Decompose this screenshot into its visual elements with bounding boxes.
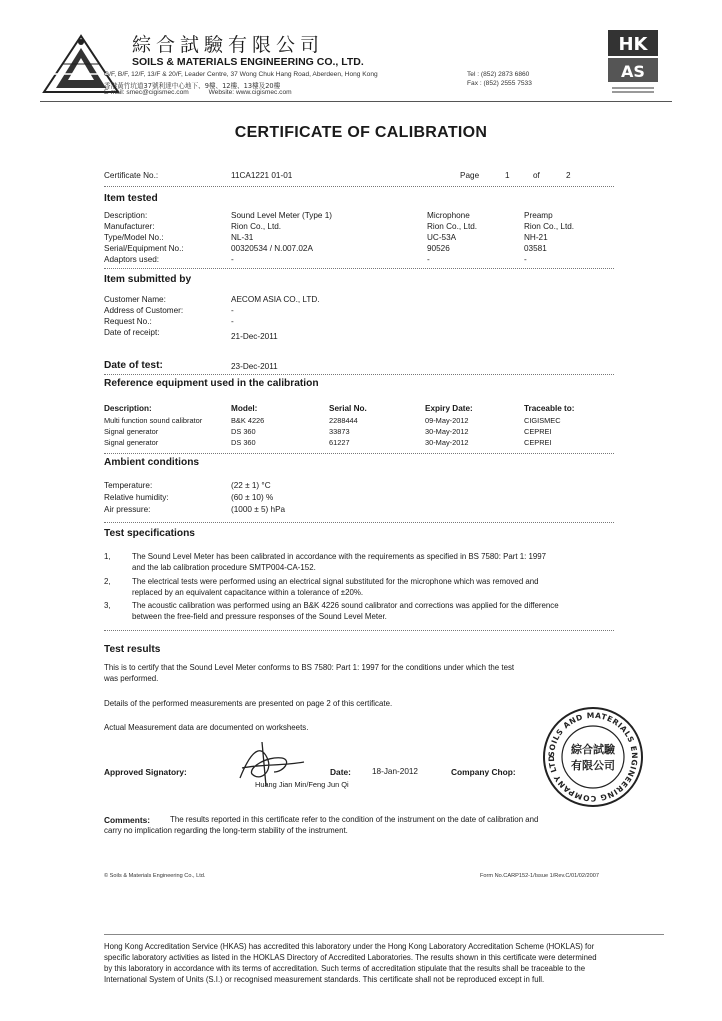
item-value: Sound Level Meter (Type 1) — [231, 211, 333, 220]
hkas-line: by this laboratory in accordance with its terms of accreditation. Such terms of accreditation stipulate that the results shall be traceable to the — [104, 964, 586, 973]
item-value: 00320534 / N.007.02A — [231, 244, 313, 253]
page-label: Page — [460, 171, 480, 180]
page-number: 1 — [505, 171, 510, 180]
ambient-label: Relative humidity: — [104, 493, 169, 502]
divider — [104, 453, 614, 454]
item-label: Type/Model No.: — [104, 233, 164, 242]
hkas-line: Hong Kong Accreditation Service (HKAS) has accredited this laboratory under the Hong Kong Laboratory Accreditation Scheme (HOKLAS) for — [104, 942, 595, 951]
ref-cell: 2288444 — [329, 416, 358, 425]
ref-cell: 61227 — [329, 438, 350, 447]
divider — [104, 268, 614, 269]
submitted-value: AECOM ASIA CO., LTD. — [231, 295, 320, 304]
ref-cell: 09-May-2012 — [425, 416, 469, 425]
ambient-value: (22 ± 1) °C — [231, 481, 271, 490]
signatory-name: Huang Jian Min/Feng Jun Qi — [255, 780, 349, 789]
ambient-value: (60 ± 10) % — [231, 493, 274, 502]
ref-cell: Signal generator — [104, 438, 159, 447]
ref-cell: 33873 — [329, 427, 350, 436]
item-value: Rion Co., Ltd. — [231, 222, 282, 231]
fax: Fax : (852) 2555 7533 — [467, 80, 532, 87]
approved-signatory-label: Approved Signatory: — [104, 767, 187, 777]
spec-number: 3, — [104, 601, 111, 610]
ref-cell: CEPREI — [524, 438, 552, 447]
preamp-value: - — [524, 255, 527, 264]
ref-cell: 30-May-2012 — [425, 427, 469, 436]
results-line: was performed. — [104, 673, 159, 683]
ref-col-header: Serial No. — [329, 404, 367, 413]
preamp-value: Rion Co., Ltd. — [524, 222, 575, 231]
preamp-value: Preamp — [524, 211, 553, 220]
certificate-no-value: 11CA1221 01-01 — [231, 171, 293, 180]
results-details: Details of the performed measurements are presented on page 2 of this certificate. — [104, 699, 393, 708]
hkas-statement — [104, 941, 664, 985]
item-label: Description: — [104, 211, 148, 220]
svg-text:HK: HK — [618, 34, 648, 55]
item-label: Adaptors used: — [104, 255, 160, 264]
ref-cell: Signal generator — [104, 427, 159, 436]
submitted-value: 21-Dec-2011 — [231, 332, 278, 341]
page-total: 2 — [566, 171, 571, 180]
item-submitted-heading: Item submitted by — [104, 274, 192, 285]
spec-line: The acoustic calibration was performed using an B&K 4226 sound calibrator and corrections was applied for the difference — [132, 601, 559, 610]
spec-line: The Sound Level Meter has been calibrated in accordance with the requirements as specified in BS 7580: Part 1: 1997 — [132, 552, 547, 561]
date-of-test-value: 23-Dec-2011 — [231, 362, 278, 371]
reference-heading: Reference equipment used in the calibration — [104, 378, 319, 389]
svg-text:SOILS AND MATERIALS ENGINEERIN — [547, 711, 639, 803]
spec-line: between the free-field and pressure responses of the Sound Level Meter. — [132, 611, 387, 621]
microphone-value: - — [427, 255, 430, 264]
ref-col-header: Description: — [104, 404, 152, 413]
ref-cell: DS 360 — [231, 427, 256, 436]
of-label: of — [533, 171, 540, 180]
ref-col-header: Model: — [231, 404, 258, 413]
company-chop-label: Company Chop: — [451, 767, 516, 777]
item-tested-heading: Item tested — [104, 193, 158, 204]
preamp-value: 03581 — [524, 244, 547, 253]
ref-cell: B&K 4226 — [231, 416, 265, 425]
address-en: G/F, B/F, 12/F, 13/F & 20/F, Leader Centre, 37 Wong Chuk Hang Road, Aberdeen, Hong Kong — [104, 71, 378, 78]
spec-number: 1, — [104, 552, 111, 561]
submitted-value: - — [231, 317, 234, 326]
company-chop-stamp — [541, 705, 645, 809]
stamp-center-line: 綜合試驗 — [571, 743, 615, 756]
item-value: NL-31 — [231, 233, 254, 242]
microphone-value: 90526 — [427, 244, 450, 253]
ref-cell: DS 360 — [231, 438, 256, 447]
hkas-accreditation-logo-icon — [606, 28, 660, 98]
email-text: E-mail: smec@cigismec.com — [104, 89, 189, 96]
ambient-value: (1000 ± 5) hPa — [231, 505, 286, 514]
company-name-zh: 綜合試驗有限公司 — [132, 34, 325, 56]
comments-line: carry no implication regarding the long-term stability of the instrument. — [104, 826, 348, 835]
footer-copyright: © Soils & Materials Engineering Co., Ltd. — [104, 873, 206, 879]
comments-label: Comments: — [104, 815, 151, 825]
microphone-value: Microphone — [427, 211, 470, 220]
divider — [104, 522, 614, 523]
stamp-center-line: 有限公司 — [571, 759, 615, 772]
date-label: Date: — [330, 767, 351, 777]
spec-text — [132, 577, 632, 598]
spec-text — [132, 601, 632, 622]
spec-line: and the lab calibration procedure SMTP004-CA-152. — [132, 562, 316, 572]
submitted-value: - — [231, 306, 234, 315]
microphone-value: Rion Co., Ltd. — [427, 222, 478, 231]
item-value: - — [231, 255, 234, 264]
submitted-label: Request No.: — [104, 317, 152, 326]
website-text: Website: www.cigismec.com — [208, 89, 292, 96]
hkas-line: International System of Units (S.I.) or recognised measurement standards. This certificate shall not be reproduced except in full. — [104, 975, 545, 984]
footer-form-no: Form No.CARP152-1/Issue 1/Rev.C/01/02/2007 — [480, 873, 599, 879]
microphone-value: UC-53A — [427, 233, 457, 242]
test-results-paragraph — [104, 663, 624, 684]
divider — [104, 374, 614, 375]
ref-cell: Multi function sound calibrator — [104, 416, 203, 425]
test-results-heading: Test results — [104, 644, 161, 655]
header-divider — [40, 101, 672, 102]
ref-col-header: Traceable to: — [524, 404, 575, 413]
email — [104, 89, 292, 96]
comments-line: The results reported in this certificate refer to the condition of the instrument on the date of calibration and — [170, 815, 539, 824]
test-specs-heading: Test specifications — [104, 528, 195, 539]
spec-line: replaced by an equivalent capacitance within a tolerance of ±20%. — [132, 587, 364, 597]
ref-cell: CEPREI — [524, 427, 552, 436]
signatory-date: 18-Jan-2012 — [372, 767, 418, 776]
results-worksheets: Actual Measurement data are documented on worksheets. — [104, 723, 309, 732]
certificate-title: CERTIFICATE OF CALIBRATION — [234, 124, 488, 141]
ambient-heading: Ambient conditions — [104, 457, 200, 468]
item-label: Manufacturer: — [104, 222, 155, 231]
divider — [104, 630, 614, 631]
submitted-label: Customer Name: — [104, 295, 166, 304]
ref-col-header: Expiry Date: — [425, 404, 473, 413]
company-name-en: SOILS & MATERIALS ENGINEERING CO., LTD. — [132, 56, 364, 68]
certificate-no-label: Certificate No.: — [104, 171, 159, 180]
item-label: Serial/Equipment No.: — [104, 244, 184, 253]
tel: Tel : (852) 2873 6860 — [467, 71, 530, 78]
ambient-label: Air pressure: — [104, 505, 151, 514]
results-line: This is to certify that the Sound Level Meter conforms to BS 7580: Part 1: 1997 for the conditions under which the test — [104, 663, 515, 672]
footer-divider — [104, 934, 664, 935]
address-zh: 香港黃竹坑道37號利達中心地下、9樓、12樓、13樓及20樓 — [104, 82, 281, 90]
submitted-label: Date of receipt: — [104, 328, 160, 337]
spec-number: 2, — [104, 577, 111, 586]
preamp-value: NH-21 — [524, 233, 548, 242]
submitted-label: Address of Customer: — [104, 306, 184, 315]
ref-cell: CIGISMEC — [524, 416, 561, 425]
svg-text:AS: AS — [621, 62, 645, 81]
spec-text — [132, 552, 632, 573]
ref-cell: 30-May-2012 — [425, 438, 469, 447]
spec-line: The electrical tests were performed using an electrical signal substituted for the microphone which was removed and — [132, 577, 539, 586]
divider — [104, 186, 614, 187]
date-of-test-label: Date of test: — [104, 360, 163, 371]
hkas-line: specific laboratory activities as listed in the HOKLAS Directory of Accredited Laboratories. The results shown in this certificate were determined — [104, 953, 597, 962]
stamp-ring-text: SOILS AND MATERIALS ENGINEERING COMPANY LTD — [546, 710, 640, 804]
ambient-label: Temperature: — [104, 481, 153, 490]
